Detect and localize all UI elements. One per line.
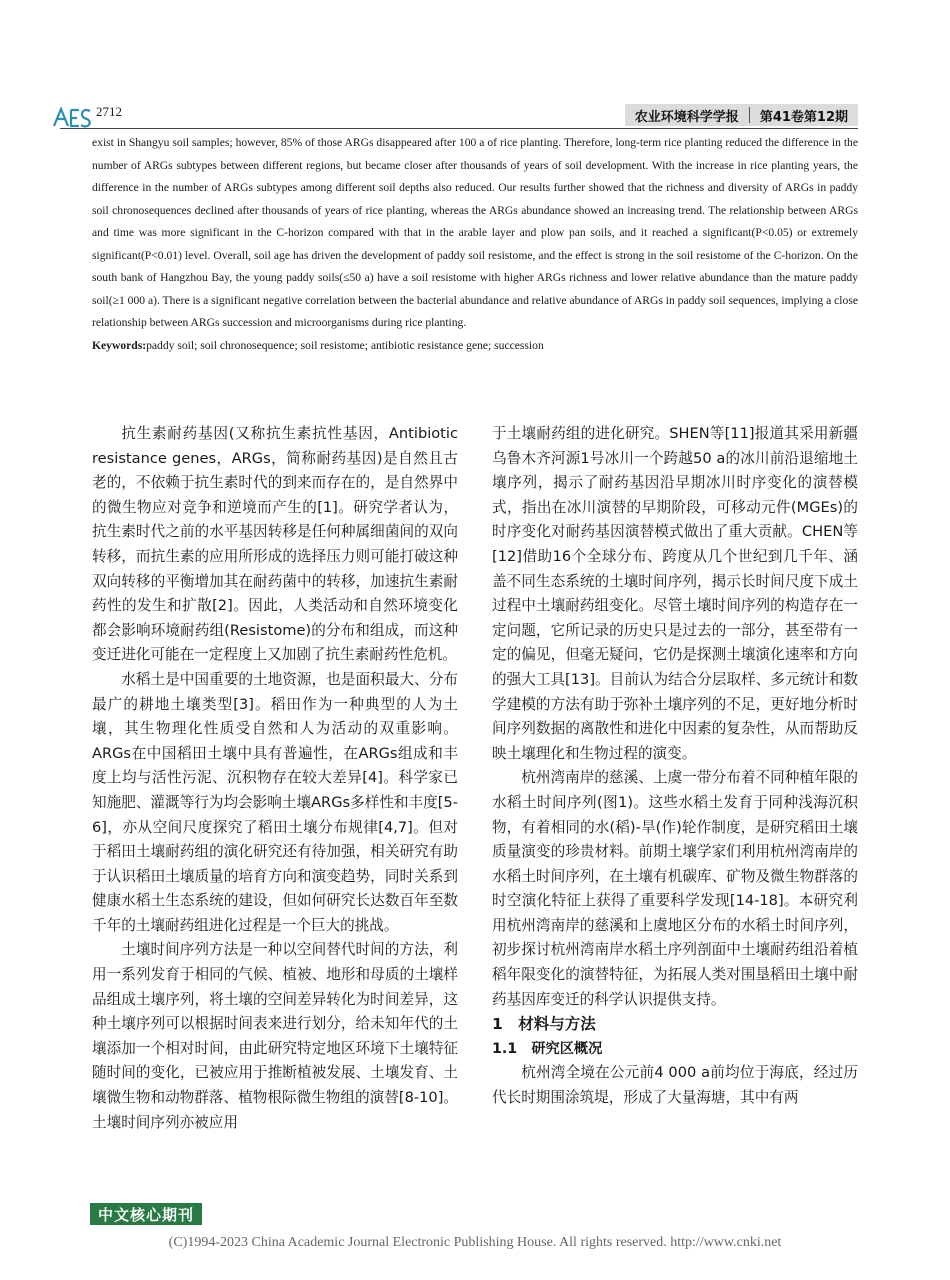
abstract-text: exist in Shangyu soil samples; however, 85% of those ARGs disappeared after 100 a of rice planting. Therefore, long-term rice planting reduced the difference in the number of ARGs subtypes between different regions, but became closer after thousands of years of soil development. With the increase in rice planting years, the difference in the number of ARGs subtypes among different soil depths also reduced. Our results further showed that the richness and diversity of ARGs in paddy soil chronosequences declined after thousands of years of rice planting, whereas the ARGs abundance showed an increasing trend. The relationship between ARGs and time was more significant in the C-horizon compared with that in the arable layer and plow pan soils, and it reached a significant(P<0.05) or extremely significant(P<0.01) level. Overall, soil age has driven the development of paddy soil resistome, and the effect is strong in the soil resistome of the C-horizon. On the south bank of Hangzhou Bay, the young paddy soils(≤50 a) have a soil resistome with higher ARGs richness and lower relative abundance than the mature paddy soil(≥1 000 a). There is a significant negative correlation between the bacterial abundance and relative abundance of ARGs in paddy soil sequences, implying a close relationship between ARGs succession and microorganisms during rice planting. (92, 136, 858, 329)
banner-divider (749, 107, 750, 123)
keywords-line (92, 335, 858, 358)
journal-banner (625, 104, 858, 126)
body-paragraph: 抗生素耐药基因(又称抗生素抗性基因，Antibiotic resistance genes，ARGs，简称耐药基因)是自然且古老的，不依赖于抗生素时代的到来而存在的，是自然界中的微生物应对竞争和逆境而产生的[1]。研究学者认为，抗生素时代之前的水平基因转移是任何种属细菌间的双向转移，而抗生素的应用所形成的选择压力则可能打破这种双向转移的平衡增加其在耐药菌中的转移，加速抗生素耐药性的发生和扩散[2]。因此，人类活动和自然环境变化都会影响环境耐药组(Resistome)的分布和组成，而这种变迁进化可能在一定程度上又加剧了抗生素耐药性危机。 (92, 425, 458, 664)
keywords-label: Keywords: (92, 338, 147, 352)
body-paragraph: 水稻土是中国重要的土地资源，也是面积最大、分布最广的耕地土壤类型[3]。稻田作为一种典型的人为土壤，其生物理化性质受自然和人为活动的双重影响。ARGs在中国稻田土壤中具有普遍性，在ARGs组成和丰度上均与活性污泥、沉积物存在较大差异[4]。科学家已知施肥、灌溉等行为均会影响土壤ARGs多样性和丰度[5-6]，亦从空间尺度探究了稻田土壤分布规律[4,7]。但对于稻田土壤耐药组的演化研究还有待加强，相关研究有助于认识稻田土壤质量的培育方向和演变趋势，同时关系到健康水稻土生态系统的建设，但如何研究长达数百年至数千年的土壤耐药组进化过程是一个巨大的挑战。 (92, 670, 458, 934)
copyright-notice: (C)1994-2023 China Academic Journal Electronic Publishing House. All rights reserved. http://www.cnki.net (168, 1235, 782, 1250)
body-paragraph: 杭州湾南岸的慈溪、上虞一带分布着不同种植年限的水稻土时间序列(图1)。这些水稻土发育于同种浅海沉积物，有着相同的水(稻)-旱(作)轮作制度，是研究稻田土壤质量演变的珍贵材料。前期土壤学家们利用杭州湾南岸的水稻土时间序列，在土壤有机碳库、矿物及微生物群落的时空演化特征上获得了重要科学发现[14-18]。本研究利用杭州湾南岸的慈溪和上虞地区分布的水稻土时间序列，初步探讨杭州湾南岸水稻土序列剖面中土壤耐药组沿着植稻年限变化的演替特征，为拓展人类对围垦稻田土壤中耐药基因库变迁的科学认识提供支持。 (492, 769, 858, 1008)
subsection-heading: 1.1 研究区概况 (492, 1040, 603, 1057)
journal-volume: 第41卷第12期 (759, 109, 848, 125)
page-header (52, 102, 858, 128)
core-journal-badge: 中文核心期刊 (90, 1203, 202, 1225)
section-heading: 1 材料与方法 (492, 1015, 596, 1034)
body-paragraph: 杭州湾全境在公元前4 000 a前均位于海底，经过历代长时期围涂筑堤，形成了大量海塘，其中有两 (492, 1064, 858, 1107)
right-column (492, 422, 858, 1111)
page-number: 2712 (96, 104, 122, 119)
header-rule (60, 128, 858, 129)
english-abstract (92, 132, 858, 357)
body-paragraph: 于土壤耐药组的进化研究。SHEN等[11]报道其采用新疆乌鲁木齐河源1号冰川一个跨越50 a的冰川前沿退缩地土壤序列，揭示了耐药基因沿早期冰川时序变化的演替模式，指出在冰川演替的早期阶段，可移动元件(MGEs)的时序变化对耐药基因演替模式做出了重大贡献。CHEN等[12]借助16个全球分布、跨度从几个世纪到几千年、涵盖不同生态系统的土壤时间序列，揭示长时间尺度下成土过程中土壤耐药组变化。尽管土壤时间序列的构造存在一定问题，它所记录的历史只是过去的一部分，甚至带有一定的偏见，但毫无疑问，它仍是探测土壤演化速率和方向的强大工具[13]。目前认为结合分层取样、多元统计和数学建模的方法有助于弥补土壤序列的不足，更好地分析时间序列数据的离散性和进化中因素的复杂性，从而帮助反映土壤理化和生物过程的演变。 (492, 425, 858, 762)
keywords-text: paddy soil; soil chronosequence; soil resistome; antibiotic resistance gene; succession (146, 338, 544, 352)
body-paragraph: 土壤时间序列方法是一种以空间替代时间的方法，利用一系列发育于相同的气候、植被、地形和母质的土壤样品组成土壤序列，将土壤的空间差异转化为时间差异，这种土壤序列可以根据时间表来进行划分，给未知年代的土壤添加一个相对时间，由此研究特定地区环境下土壤特征随时间的变化，已被应用于推断植被发展、土壤发育、土壤微生物和动物群落、植物根际微生物组的演替[8-10]。土壤时间序列亦被应用 (92, 941, 458, 1131)
left-column (92, 422, 458, 1135)
journal-logo-icon (52, 106, 92, 128)
journal-title: 农业环境科学学报 (634, 109, 739, 125)
